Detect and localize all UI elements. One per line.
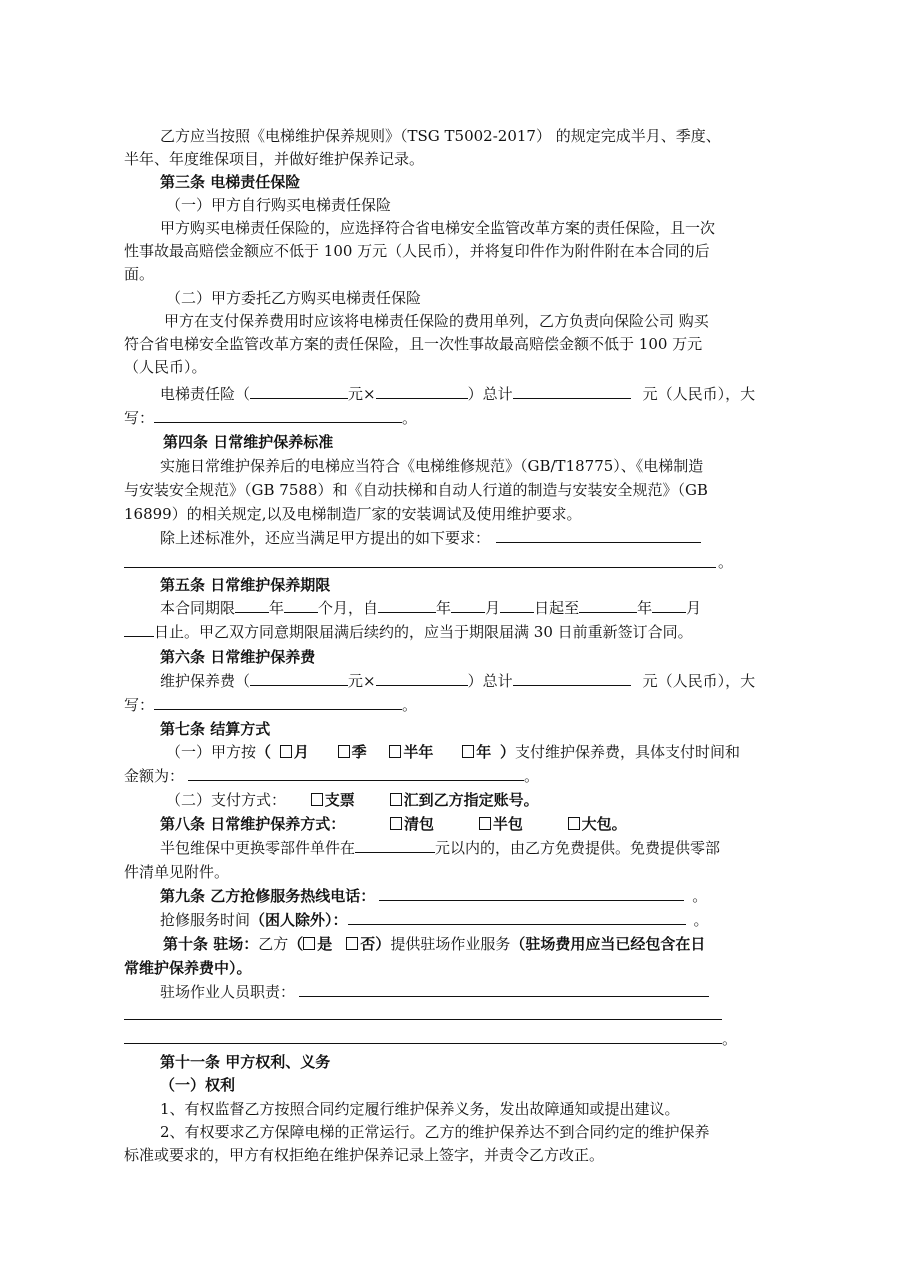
term-line-2: 日止。甲乙双方同意期限届满后续约的，应当于期限届满 30 日前重新签订合同。 bbox=[124, 622, 693, 642]
checkbox-icon bbox=[311, 793, 323, 806]
paragraph-line: 实施日常维护保养后的电梯应当符合《电梯维修规范》（GB/T18775）、《电梯制造 bbox=[160, 457, 704, 475]
checkbox-yes[interactable]: 是 bbox=[303, 935, 332, 953]
onsite-duty-line: 驻场作业人员职责： bbox=[160, 982, 709, 1002]
checkbox-icon bbox=[303, 937, 315, 950]
service-time-line: 抢修服务时间（困人除外）： 。 bbox=[160, 911, 709, 929]
checkbox-month[interactable]: 月 bbox=[280, 743, 309, 761]
extra-requirements-line: 除上述标准外，还应当满足甲方提出的如下要求： bbox=[160, 528, 701, 548]
article-3-sub-1: （一）甲方自行购买电梯责任保险 bbox=[166, 196, 392, 214]
checkbox-half-package[interactable]: 半包 bbox=[479, 815, 523, 833]
duty-blank[interactable] bbox=[299, 982, 709, 997]
quantity-blank[interactable] bbox=[376, 671, 468, 686]
onsite-line: 第十条 驻场：乙方（ 是 否）提供驻场作业服务（驻场费用应当已经包含在日 bbox=[163, 935, 706, 953]
end-day-blank[interactable] bbox=[124, 622, 154, 637]
checkbox-bank-transfer[interactable]: 汇到乙方指定账号。 bbox=[390, 791, 539, 809]
checkbox-icon bbox=[568, 817, 580, 830]
checkbox-icon bbox=[462, 745, 474, 758]
checkbox-icon bbox=[390, 793, 402, 806]
paragraph-line: 甲方购买电梯责任保险的，应选择符合省电梯安全监管改革方案的责任保险，且一次 bbox=[160, 219, 716, 237]
months-blank[interactable] bbox=[284, 598, 318, 613]
fee-total-label: ）总计 bbox=[467, 385, 513, 403]
article-3-sub-2: （二）甲方委托乙方购买电梯责任保险 bbox=[166, 289, 422, 307]
paragraph-line: 16899）的相关规定,以及电梯制造厂家的安装调试及使用维护要求。 bbox=[124, 505, 582, 523]
start-year-blank[interactable] bbox=[378, 598, 436, 613]
term-line: 本合同期限 年 个月，自 年 月 日起至 年 月 bbox=[160, 599, 702, 617]
caps-blank[interactable] bbox=[154, 695, 402, 710]
paragraph-line: （人民币）。 bbox=[124, 358, 207, 376]
unit-price-blank[interactable] bbox=[250, 384, 348, 399]
paragraph-line: 性事故最高赔偿金额应不低于 100 万元（人民币），并将复印件作为附件附在本合同的后 bbox=[124, 242, 710, 260]
hotline-line: 第九条 乙方抢修服务热线电话： 。 bbox=[160, 887, 708, 905]
maintenance-fee-line: 维护保养费（ 元× ）总计 元（人民币），大 bbox=[160, 672, 756, 690]
list-item: 1、有权监督乙方按照合同约定履行维护保养义务，发出故障通知或提出建议。 bbox=[160, 1100, 680, 1118]
requirements-blank-line[interactable] bbox=[124, 567, 716, 568]
checkbox-full-package[interactable]: 大包。 bbox=[568, 815, 627, 833]
duty-blank-line[interactable] bbox=[124, 1043, 722, 1044]
checkbox-no[interactable]: 否 bbox=[346, 935, 375, 953]
article-3-title: 第三条 电梯责任保险 bbox=[160, 173, 301, 191]
total-blank[interactable] bbox=[513, 384, 631, 399]
fee-label: 电梯责任险（ bbox=[160, 385, 251, 403]
paragraph-line: 甲方在支付保养费用时应该将电梯责任保险的费用单列，乙方负责向保险公司 购买 bbox=[164, 312, 709, 330]
article-11-title: 第十一条 甲方权利、义务 bbox=[160, 1053, 331, 1071]
checkbox-quarter[interactable]: 季 bbox=[338, 743, 367, 761]
unit-price-blank[interactable] bbox=[250, 671, 348, 686]
list-item: 2、有权要求乙方保障电梯的正常运行。乙方的维护保养达不到合同约定的维护保养 bbox=[160, 1123, 710, 1141]
article-7-title: 第七条 结算方式 bbox=[160, 720, 271, 738]
caps-blank[interactable] bbox=[154, 408, 402, 423]
article-8-line bbox=[160, 814, 627, 834]
service-time-blank[interactable] bbox=[348, 910, 686, 925]
paragraph-line: 与安装安全规范》（GB 7588）和《自动扶梯和自动人行道的制造与安装安全规范》（GB bbox=[124, 481, 708, 499]
end-month-blank[interactable] bbox=[652, 598, 686, 613]
checkbox-icon bbox=[479, 817, 491, 830]
article-11-sub-1: （一）权利 bbox=[160, 1076, 236, 1094]
fee-currency: 元（人民币），大 bbox=[642, 385, 756, 403]
intro-line: 乙方应当按照《电梯维护保养规则》（TSG T5002-2017） 的规定完成半月、季度、 bbox=[160, 127, 721, 145]
payment-method-line: （二）支付方式： 支票 汇到乙方指定账号。 bbox=[166, 791, 539, 809]
paragraph-line: 面。 bbox=[124, 265, 155, 283]
total-blank[interactable] bbox=[513, 671, 631, 686]
insurance-fee-line bbox=[160, 384, 755, 404]
duty-blank-line[interactable] bbox=[124, 1019, 722, 1020]
requirements-blank[interactable] bbox=[496, 528, 701, 543]
amount-blank[interactable] bbox=[188, 766, 524, 781]
parts-line: 半包维保中更换零部件单件在 元以内的，由乙方免费提供。免费提供零部 bbox=[160, 839, 721, 857]
paragraph-line: 符合省电梯安全监管改革方案的责任保险，且一次性事故最高赔偿金额不低于 100 万元 bbox=[124, 335, 703, 353]
end-year-blank[interactable] bbox=[579, 598, 637, 613]
checkbox-icon bbox=[338, 745, 350, 758]
article-8-title: 第八条 日常维护保养方式： bbox=[160, 815, 346, 833]
start-day-blank[interactable] bbox=[500, 598, 534, 613]
payment-period-line: （一）甲方按（ 月 季 半年 年 ）支付维护保养费，具体支付时间和 bbox=[166, 743, 741, 761]
caps-label: 写： bbox=[124, 409, 155, 427]
article-5-title: 第五条 日常维护保养期限 bbox=[160, 576, 331, 594]
checkbox-half-year[interactable]: 半年 bbox=[389, 743, 433, 761]
article-4-title: 第四条 日常维护保养标准 bbox=[163, 433, 334, 451]
quantity-blank[interactable] bbox=[376, 384, 468, 399]
insurance-caps-line: 写： 。 bbox=[124, 409, 418, 427]
article-9-title: 第九条 乙方抢修服务热线电话： bbox=[160, 887, 376, 905]
checkbox-icon bbox=[390, 817, 402, 830]
checkbox-clean-package[interactable]: 清包 bbox=[390, 815, 434, 833]
article-10-title: 第十条 驻场： bbox=[163, 935, 259, 953]
checkbox-icon bbox=[346, 937, 358, 950]
amount-line: 金额为： 。 bbox=[124, 767, 540, 785]
checkbox-year[interactable]: 年 bbox=[462, 743, 491, 761]
paragraph-line: 常维护保养费中）。 bbox=[124, 959, 252, 977]
checkbox-icon bbox=[280, 745, 292, 758]
paragraph-line: 件清单见附件。 bbox=[124, 863, 230, 881]
start-month-blank[interactable] bbox=[451, 598, 485, 613]
article-6-title: 第六条 日常维护保养费 bbox=[160, 648, 316, 666]
list-item-continued: 标准或要求的，甲方有权拒绝在维护保养记录上签字，并责令乙方改正。 bbox=[124, 1146, 605, 1164]
years-blank[interactable] bbox=[235, 598, 269, 613]
intro-line: 半年、年度维保项目，并做好维护保养记录。 bbox=[124, 150, 425, 168]
document-page: 乙方应当按照《电梯维护保养规则》（TSG T5002-2017） 的规定完成半月、季度、 半年、年度维保项目，并做好维护保养记录。 第三条 电梯责任保险 （一）甲方自行购买电梯责任保险 甲方购买电梯责任保险的，应选择符合省电梯安全监管改革方案的责任保险，且一次 性事故最高赔偿金额应不低于 100 万元（人民币），并将复印件作为附件附在本合同的后 面。 （二）甲方委托乙方购买电梯责任保险 甲方在支付保养费用时应该将电梯责任保险的费用单列，乙方负责向保险公司 购买 符合省电梯安全监管改革方案的责任保险，且一次性事故最高赔偿金额不低于 100 万元 （人民币）。 电梯责任险（ 元× ）总计 元（人民币），大 写： 。 第四条 日常维护保养标准 实施日常维护保养后的电梯应当符合《电梯维修规范》（GB/T18775）、《电梯制造 与安装安全规范》（GB 7588）和《自动扶梯和自动人行道的制造与安装安全规范》（GB 16899）的相关规定,以及电梯制造厂家的安装调试及使用维护要求。 除上述标准外，还应当满足甲方提出的如下要求： 。 第五条 日常维护保养期限 本合同期限 年 个月，自 年 月 日起至 年 月 日止。甲乙双方同意期限届满后续约的，应当于期限届满 30 日前重新签订合同。 第六条 日常维护保养费 维护保养费（ 元× ）总计 元（人民币），大 写： 。 第七条 结算方式 （一）甲方按（ 月 季 半年 年 ）支付维护保养费，具体支付时间和 金额为： 。 （二）支付方式： 支票 汇到乙方指定账号。 第八条 日常维护保养方式： 清包 半包 大包。 半包维保中更换零部件单件在 元以内的，由乙方免费提供。免费提供零部 件清单见附件。 第九条 乙方抢修服务热线电话： 。 抢修服务时间（困人除外）： 。 第十条 驻场：乙方（ 是 否）提供驻场作业服务（驻场费用应当已经包含在日 常维护保养费中）。 驻场作业人员职责： 。 第十一条 甲方权利、义务 （一）权利 1、有权监督乙方按照合同约定履行维护保养义务，发出故障通知或提出建议。 2、有权要求乙方保障电梯的正常运行。乙方的维护保养达不到合同约定的维护保养 标准或要求的，甲方有权拒绝在维护保养记录上签字，并责令乙方改正。 bbox=[124, 127, 756, 1164]
parts-value-blank[interactable] bbox=[355, 838, 435, 853]
hotline-blank[interactable] bbox=[379, 886, 684, 901]
checkbox-icon bbox=[389, 745, 401, 758]
fee-unit: 元× bbox=[348, 385, 376, 403]
checkbox-cheque[interactable]: 支票 bbox=[311, 791, 355, 809]
maintenance-caps-line: 写： 。 bbox=[124, 696, 418, 714]
